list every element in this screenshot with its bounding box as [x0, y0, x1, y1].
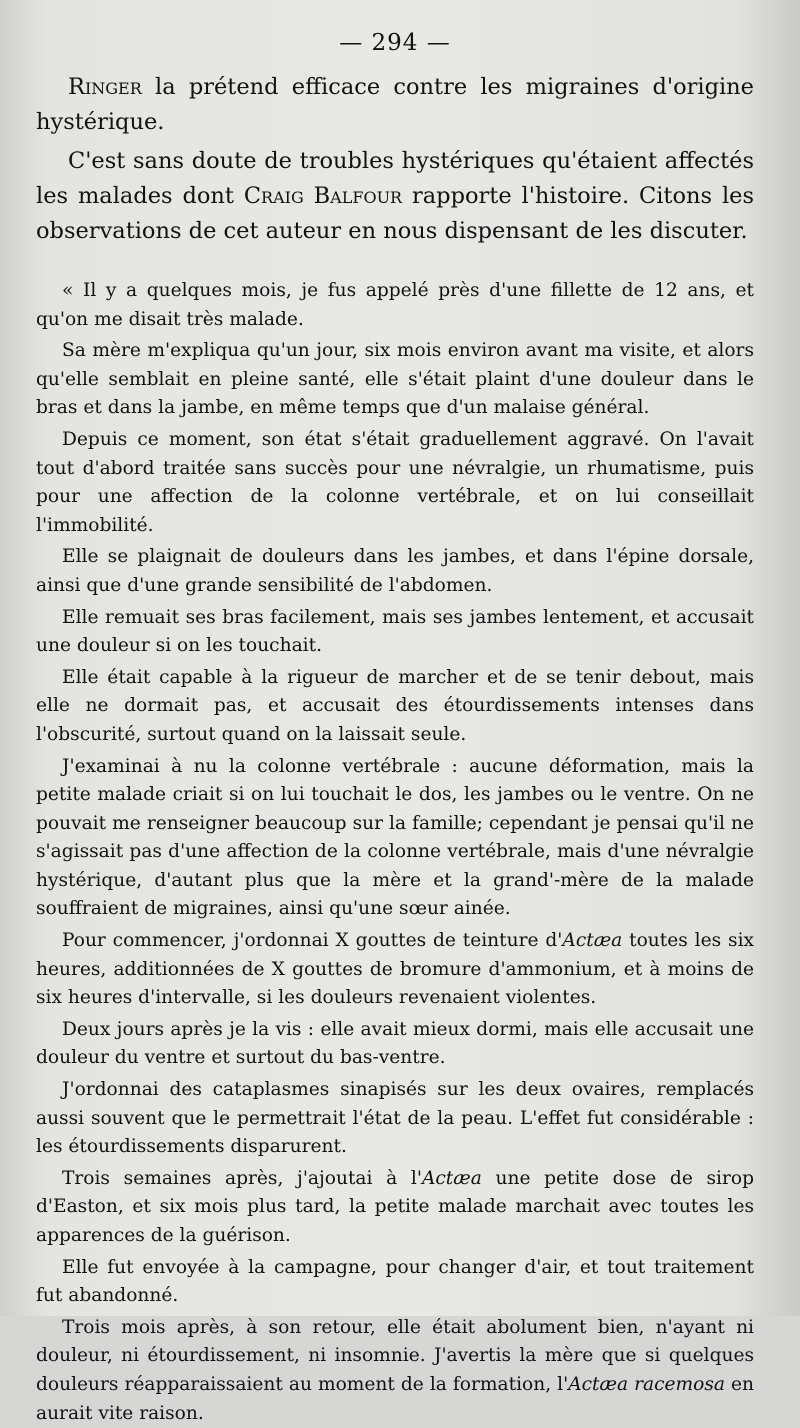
quote-paragraph-1: « Il y a quelques mois, je fus appelé près d'une fillette de 12 ans, et qu'on me disait très malade.	[36, 280, 754, 330]
quote-paragraph-13-after: en aurait vite raison.	[36, 1373, 754, 1424]
quote-paragraph-8	[36, 927, 754, 1013]
quote-paragraph-5: Elle remuait ses bras facilement, mais ses jambes lentement, et accusait une douleur si on les touchait.	[36, 606, 754, 657]
quote-paragraph-7: J'examinai à nu la colonne vertébrale : aucune déformation, mais la petite malade criait si on lui touchait le dos, les jambes ou le ventre. On ne pouvait me renseigner beaucoup sur la famille; cependant je pensai qu'il ne s'agissait pas d'une affection de la colonne vertébrale, mais d'une névralgie hystérique, d'autant plus que la mère et la grand'-mère de la malade souffraient de migraines, ainsi qu'une sœur ainée.	[36, 755, 754, 920]
intro-paragraph-1	[36, 70, 754, 140]
quoted-observation	[36, 277, 754, 1428]
page-number: — 294 —	[339, 30, 451, 56]
quote-paragraph-11-before: Trois semaines après, j'ajoutai à l'	[62, 1167, 422, 1189]
quote-paragraph-11	[36, 1165, 754, 1251]
intro-paragraph-2	[36, 144, 754, 249]
quote-paragraph-13	[36, 1314, 754, 1428]
intro-paragraph-2-before: C'est sans doute de troubles hystériques qu'étaient affectés les malades dont	[36, 148, 754, 209]
quote-paragraph-8-before: Pour commencer, j'ordonnai X gouttes de teinture d'	[62, 930, 563, 952]
author-name-craig-balfour: Craig Balfour	[243, 183, 403, 209]
quote-paragraph-8-italic: Actæa	[562, 930, 623, 952]
quote-paragraph-10: J'ordonnai des cataplasmes sinapisés sur les deux ovaires, remplacés aussi souvent que le permettrait l'état de la peau. L'effet fut considérable : les étourdissements disparurent.	[36, 1079, 754, 1158]
quote-paragraph-13-italic: Actæa racemosa	[568, 1373, 725, 1395]
intro-paragraph-1-text: la prétend efficace contre les migraines d'origine hystérique.	[36, 74, 754, 135]
quote-paragraph-12: Elle fut envoyée à la campagne, pour changer d'air, et tout traitement fut abandonné.	[36, 1256, 754, 1307]
quote-paragraph-11-italic: Actæa	[421, 1167, 482, 1189]
quote-paragraph-13-before: Trois mois après, à son retour, elle était abolument bien, n'ayant ni douleur, ni étourdissement, ni insomnie. J'avertis la mère que si quelques douleurs réapparaissaient au moment de la formation, l'	[36, 1316, 754, 1395]
quote-paragraph-9: Deux jours après je la vis : elle avait mieux dormi, mais elle accusait une douleur du ventre et surtout du bas-ventre.	[36, 1018, 754, 1069]
quote-paragraph-4: Elle se plaignait de douleurs dans les jambes, et dans l'épine dorsale, ainsi que d'une grande sensibilité de l'abdomen.	[36, 546, 754, 596]
quote-paragraph-8-after: toutes les six heures, additionnées de X gouttes de bromure d'ammonium, et à moins de six heures d'intervalle, si les douleurs revenaient violentes.	[36, 930, 754, 1009]
quote-paragraph-2: Sa mère m'expliqua qu'un jour, six mois environ avant ma visite, et alors qu'elle semblait en pleine santé, elle s'était plaint d'une douleur dans le bras et dans la jambe, en même temps que d'un malaise général.	[36, 340, 754, 419]
quote-paragraph-6: Elle était capable à la rigueur de marcher et de se tenir debout, mais elle ne dormait pas, et accusait des étourdissements intenses dans l'obscurité, surtout quand on la laissait seule.	[36, 666, 754, 745]
intro-paragraph-2-after: rapporte l'histoire. Citons les observations de cet auteur en nous dispensant de les discuter.	[36, 183, 754, 244]
author-name-ringer: Ringer	[68, 74, 142, 100]
quote-paragraph-3: Depuis ce moment, son état s'était graduellement aggravé. On l'avait tout d'abord traitée sans succès pour une névralgie, un rhumatisme, puis pour une affection de la colonne vertébrale, et on lui conseillait l'immobilité.	[36, 428, 754, 536]
quote-paragraph-11-after: une petite dose de sirop d'Easton, et six mois plus tard, la petite malade marchait avec toutes les apparences de la guérison.	[36, 1167, 754, 1246]
